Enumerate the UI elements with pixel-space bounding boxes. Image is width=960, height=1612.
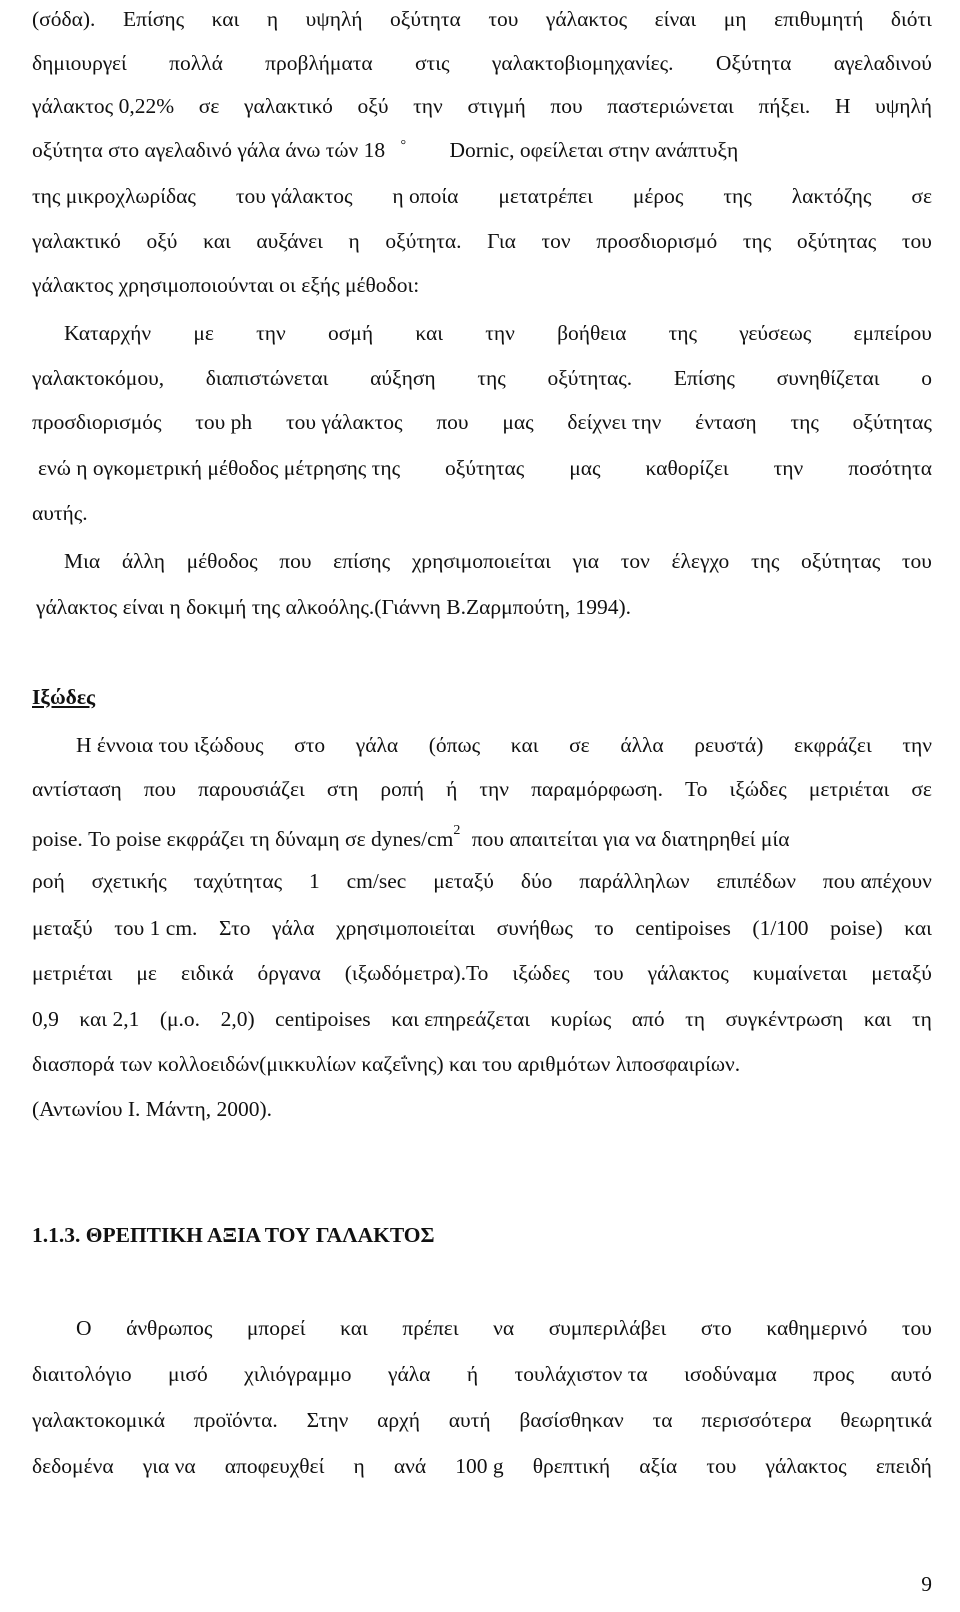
word: οξύτητας — [796, 229, 877, 253]
word: γάλα — [272, 916, 315, 940]
word: Μια — [64, 549, 101, 573]
word: συνήθως — [496, 916, 573, 940]
word: διαπιστώνεται — [205, 366, 329, 390]
word: και — [211, 7, 240, 31]
word: και επηρεάζεται — [391, 1007, 531, 1031]
word: χιλιόγραμμο — [244, 1362, 352, 1386]
word: που απέχουν — [822, 869, 932, 893]
word: αυτή — [448, 1408, 491, 1432]
word: μέθοδος — [186, 549, 258, 573]
word: οξύ — [146, 229, 178, 253]
word: προς — [813, 1362, 855, 1386]
word: ο — [921, 366, 932, 390]
word: αγελαδινού — [833, 51, 932, 75]
word: γαλακτικό — [244, 94, 333, 118]
nutrition-heading: 1.1.3. ΘΡΕΠΤΙΚΗ ΑΞΙΑ ΤΟΥ ΓΑΛΑΚΤΟΣ — [32, 1223, 435, 1247]
word: τη — [685, 1007, 706, 1031]
word: 1 — [309, 869, 320, 893]
word: αρχή — [377, 1408, 420, 1432]
word: σε — [569, 733, 590, 757]
word: πρέπει — [402, 1316, 459, 1340]
word: ταχύτητας — [193, 869, 283, 893]
word: τα — [652, 1408, 673, 1432]
word: σε — [198, 94, 220, 118]
viscosity-line-8: διασπορά των κολλοειδών(μικκυλίων καζεΐνης) και του αριθμότων λιποσφαιρίων. — [32, 1052, 741, 1076]
word: καθορίζει — [645, 456, 729, 480]
acidity-line-7: γάλακτος χρησιμοποιούνται οι εξής μέθοδοι: — [32, 273, 420, 297]
word: είναι — [654, 7, 697, 31]
viscosity-line-3 — [32, 818, 932, 852]
word: προβλήματα — [265, 51, 373, 75]
word: ή — [466, 1362, 479, 1386]
word: χρησιμοποιείται — [336, 916, 476, 940]
nutrition-line-1 — [76, 1311, 932, 1345]
methods-line-5: αυτής. — [32, 501, 88, 525]
word: άλλη — [121, 549, 165, 573]
word: του — [901, 229, 932, 253]
word: του — [488, 7, 519, 31]
word: την — [773, 456, 804, 480]
word: συγκέντρωση — [725, 1007, 844, 1031]
word: γάλακτος — [647, 961, 729, 985]
word: της μικροχλωρίδας — [32, 184, 196, 208]
word: της — [668, 321, 697, 345]
word: επιθυμητή — [774, 7, 864, 31]
word: του — [901, 549, 932, 573]
word: οξύτητας — [445, 456, 525, 480]
word: επιπέδων — [716, 869, 797, 893]
word: την — [256, 321, 286, 345]
word: ιξώδες — [729, 777, 787, 801]
alcohol-line-2: γάλακτος είναι η δοκιμή της αλκοόλης.(Γιάννη Β.Ζαρμπούτη, 1994). — [36, 595, 632, 619]
word: με — [193, 321, 214, 345]
word: (σόδα). — [32, 7, 96, 31]
acidity-line-2 — [32, 46, 932, 80]
word: παραμόρφωση. — [531, 777, 663, 801]
word: γαλακτικό — [32, 229, 121, 253]
word: αύξηση — [370, 366, 436, 390]
word: Επίσης — [673, 366, 735, 390]
word: της — [790, 410, 819, 434]
word: μεταξύ — [871, 961, 932, 985]
word: αποφευχθεί — [224, 1454, 325, 1478]
word: ροπή — [380, 777, 424, 801]
word: και — [510, 733, 539, 757]
word: της — [750, 549, 780, 573]
word: γάλακτος — [765, 1454, 847, 1478]
word: μισό — [168, 1362, 208, 1386]
word: διότι — [890, 7, 932, 31]
word: μη — [723, 7, 747, 31]
word: πολλά — [169, 51, 223, 75]
word: σχετικής — [91, 869, 167, 893]
word: αντίσταση — [32, 777, 122, 801]
word: χρησιμοποιείται — [411, 549, 551, 573]
word: της — [742, 229, 772, 253]
word: Η έννοια του ιξώδους — [76, 733, 264, 757]
word: ένταση — [695, 410, 757, 434]
word: poise) — [830, 916, 883, 940]
word: λακτόζης — [791, 184, 872, 208]
degree-symbol: ° — [400, 138, 407, 153]
viscosity-line-9: (Αντωνίου Ι. Μάντη, 2000). — [32, 1097, 273, 1121]
word: καθημερινό — [766, 1316, 868, 1340]
word: γεύσεως — [739, 321, 812, 345]
word: οξύτητα — [390, 7, 461, 31]
word: γαλακτοκομικά — [32, 1408, 166, 1432]
word: οσμή — [327, 321, 374, 345]
word: 0,9 — [32, 1007, 59, 1031]
word: ενώ η ογκομετρική μέθοδος μέτρησης της — [38, 456, 401, 480]
word: στο — [700, 1316, 732, 1340]
word: ρευστά) — [694, 733, 764, 757]
alcohol-line-1 — [64, 544, 932, 578]
word: στιγμή — [467, 94, 526, 118]
word: υψηλή — [305, 7, 363, 31]
word: αυξάνει — [256, 229, 323, 253]
word: βασίσθηκαν — [519, 1408, 624, 1432]
word: εμπείρου — [853, 321, 932, 345]
word: μετατρέπει — [498, 184, 593, 208]
acidity-line-6 — [32, 224, 932, 258]
word: τον — [541, 229, 571, 253]
word: σε — [911, 184, 932, 208]
word: μας — [502, 410, 534, 434]
methods-line-1 — [64, 316, 932, 350]
word: μπορεί — [246, 1316, 306, 1340]
word: ή — [446, 777, 458, 801]
acidity-line-4-start: οξύτητα στο αγελαδινό γάλα άνω τών 18 — [32, 138, 386, 162]
word: την — [902, 733, 932, 757]
word: κυμαίνεται — [752, 961, 848, 985]
word: εκφράζει — [793, 733, 872, 757]
word: Για — [487, 229, 516, 253]
word: διαιτολόγιο — [32, 1362, 132, 1386]
word: Το — [685, 777, 708, 801]
word: (μ.ο. — [159, 1007, 201, 1031]
word: κυρίως — [550, 1007, 612, 1031]
word: γάλακτος — [545, 7, 628, 31]
word: προσδιορισμός — [32, 410, 162, 434]
word: 100 g — [455, 1454, 504, 1478]
word: θρεπτική — [532, 1454, 611, 1478]
word: από — [631, 1007, 665, 1031]
word: η — [266, 7, 279, 31]
word: (όπως — [428, 733, 481, 757]
viscosity-line-3-start: poise. Το poise εκφράζει τη δύναμη σε dynes/cm — [32, 827, 454, 852]
word: άλλα — [620, 733, 664, 757]
word: μετριέται — [32, 961, 113, 985]
word: προϊόντα. — [193, 1408, 278, 1432]
word: οξύτητας — [800, 549, 881, 573]
word: Στην — [306, 1408, 349, 1432]
word: και — [203, 229, 231, 253]
word: Η — [834, 94, 851, 118]
word: μετριέται — [808, 777, 890, 801]
word: παράλληλων — [579, 869, 690, 893]
word: γαλακτοκόμου, — [32, 366, 165, 390]
viscosity-line-5 — [32, 911, 932, 945]
word: για να — [142, 1454, 196, 1478]
word: στη — [326, 777, 359, 801]
word: μας — [569, 456, 601, 480]
viscosity-line-3-end: που απαιτείται για να διατηρηθεί μία — [471, 827, 790, 852]
word: του ph — [195, 410, 253, 434]
methods-line-4 — [38, 451, 932, 485]
word: με — [136, 961, 157, 985]
word: του γάλακτος — [285, 410, 403, 434]
word: δεδομένα — [32, 1454, 114, 1478]
word: του — [901, 1316, 932, 1340]
word: και — [340, 1316, 368, 1340]
acidity-line-5 — [32, 179, 932, 213]
superscript-two: 2 — [453, 823, 461, 838]
word: γαλακτοβιομηχανίες. — [491, 51, 674, 75]
acidity-line-4-end: Dornic, οφείλεται στην ανάπτυξη — [449, 138, 739, 162]
word: την — [479, 777, 509, 801]
word: (1/100 — [752, 916, 809, 940]
viscosity-line-2 — [32, 772, 932, 806]
word: παστεριώνεται — [607, 94, 734, 118]
word: πήξει. — [758, 94, 811, 118]
word: centipoises — [635, 916, 731, 940]
word: του γάλακτος — [235, 184, 353, 208]
word: οξύ — [357, 94, 389, 118]
word: για — [572, 549, 600, 573]
word: τον — [620, 549, 650, 573]
viscosity-heading: Ιξώδες — [32, 685, 96, 709]
viscosity-line-7 — [32, 1002, 932, 1036]
word: γάλα — [387, 1362, 431, 1386]
word: η οποία — [392, 184, 459, 208]
word: να — [493, 1316, 515, 1340]
word: που — [550, 94, 583, 118]
word: τουλάχιστον τα — [514, 1362, 648, 1386]
word: βοήθεια — [557, 321, 627, 345]
word: περισσότερα — [701, 1408, 812, 1432]
word: του — [593, 961, 624, 985]
word: Καταρχήν — [64, 321, 152, 345]
word: που — [436, 410, 469, 434]
word: (ιξωδόμετρα).Το — [344, 961, 489, 985]
word: την — [485, 321, 515, 345]
acidity-line-4 — [32, 133, 932, 167]
word: cm/sec — [346, 869, 407, 893]
acidity-line-1 — [32, 2, 932, 36]
acidity-line-3 — [32, 89, 932, 123]
word: παρουσιάζει — [198, 777, 305, 801]
word: 2,0) — [220, 1007, 255, 1031]
word: της — [477, 366, 506, 390]
word: του — [706, 1454, 737, 1478]
word: άνθρωπος — [126, 1316, 213, 1340]
word: του 1 cm. — [114, 916, 198, 940]
word: ιξώδες — [512, 961, 570, 985]
word: επίσης — [333, 549, 391, 573]
word: συμπεριλάβει — [548, 1316, 667, 1340]
word: που — [279, 549, 312, 573]
word: Επίσης — [122, 7, 185, 31]
word: που — [143, 777, 177, 801]
word: γάλα — [355, 733, 399, 757]
word: μέρος — [632, 184, 684, 208]
word: αξία — [639, 1454, 678, 1478]
word: και — [415, 321, 444, 345]
nutrition-line-4 — [32, 1449, 932, 1483]
methods-line-3 — [32, 405, 932, 439]
word: ροή — [32, 869, 65, 893]
word: το — [594, 916, 614, 940]
word: σε — [911, 777, 932, 801]
viscosity-line-4 — [32, 864, 932, 898]
word: επειδή — [875, 1454, 932, 1478]
word: ανά — [393, 1454, 427, 1478]
word: στις — [414, 51, 450, 75]
word: η — [353, 1454, 365, 1478]
word: έλεγχο — [671, 549, 730, 573]
word: ποσότητα — [848, 456, 932, 480]
word: ειδικά — [180, 961, 234, 985]
word: στο — [294, 733, 326, 757]
word: μεταξύ — [32, 916, 93, 940]
word: θεωρητικά — [840, 1408, 932, 1432]
viscosity-line-1 — [76, 728, 932, 762]
word: και 2,1 — [79, 1007, 140, 1031]
word: δύο — [520, 869, 553, 893]
word: και — [904, 916, 932, 940]
word: οξύτητα. — [385, 229, 462, 253]
word: την — [413, 94, 443, 118]
word: Στο — [218, 916, 251, 940]
page-number: 9 — [921, 1572, 932, 1596]
word: η — [348, 229, 360, 253]
word: αυτό — [890, 1362, 932, 1386]
methods-line-2 — [32, 361, 932, 395]
viscosity-line-6 — [32, 956, 932, 990]
word: οξύτητας. — [547, 366, 633, 390]
nutrition-line-3 — [32, 1403, 932, 1437]
word: προσδιορισμό — [596, 229, 718, 253]
word: δημιουργεί — [32, 51, 127, 75]
word: μεταξύ — [433, 869, 494, 893]
word: centipoises — [275, 1007, 371, 1031]
word: συνηθίζεται — [776, 366, 880, 390]
word: γάλακτος 0,22% — [32, 94, 175, 118]
word: υψηλή — [875, 94, 932, 118]
word: της — [723, 184, 752, 208]
word: όργανα — [257, 961, 321, 985]
word: Οξύτητα — [715, 51, 792, 75]
nutrition-line-2 — [32, 1357, 932, 1391]
word: και — [863, 1007, 892, 1031]
word: δείχνει την — [567, 410, 662, 434]
word: οξύτητας — [852, 410, 932, 434]
word: Ο — [76, 1316, 92, 1340]
word: ισοδύναμα — [684, 1362, 777, 1386]
word: τη — [911, 1007, 932, 1031]
